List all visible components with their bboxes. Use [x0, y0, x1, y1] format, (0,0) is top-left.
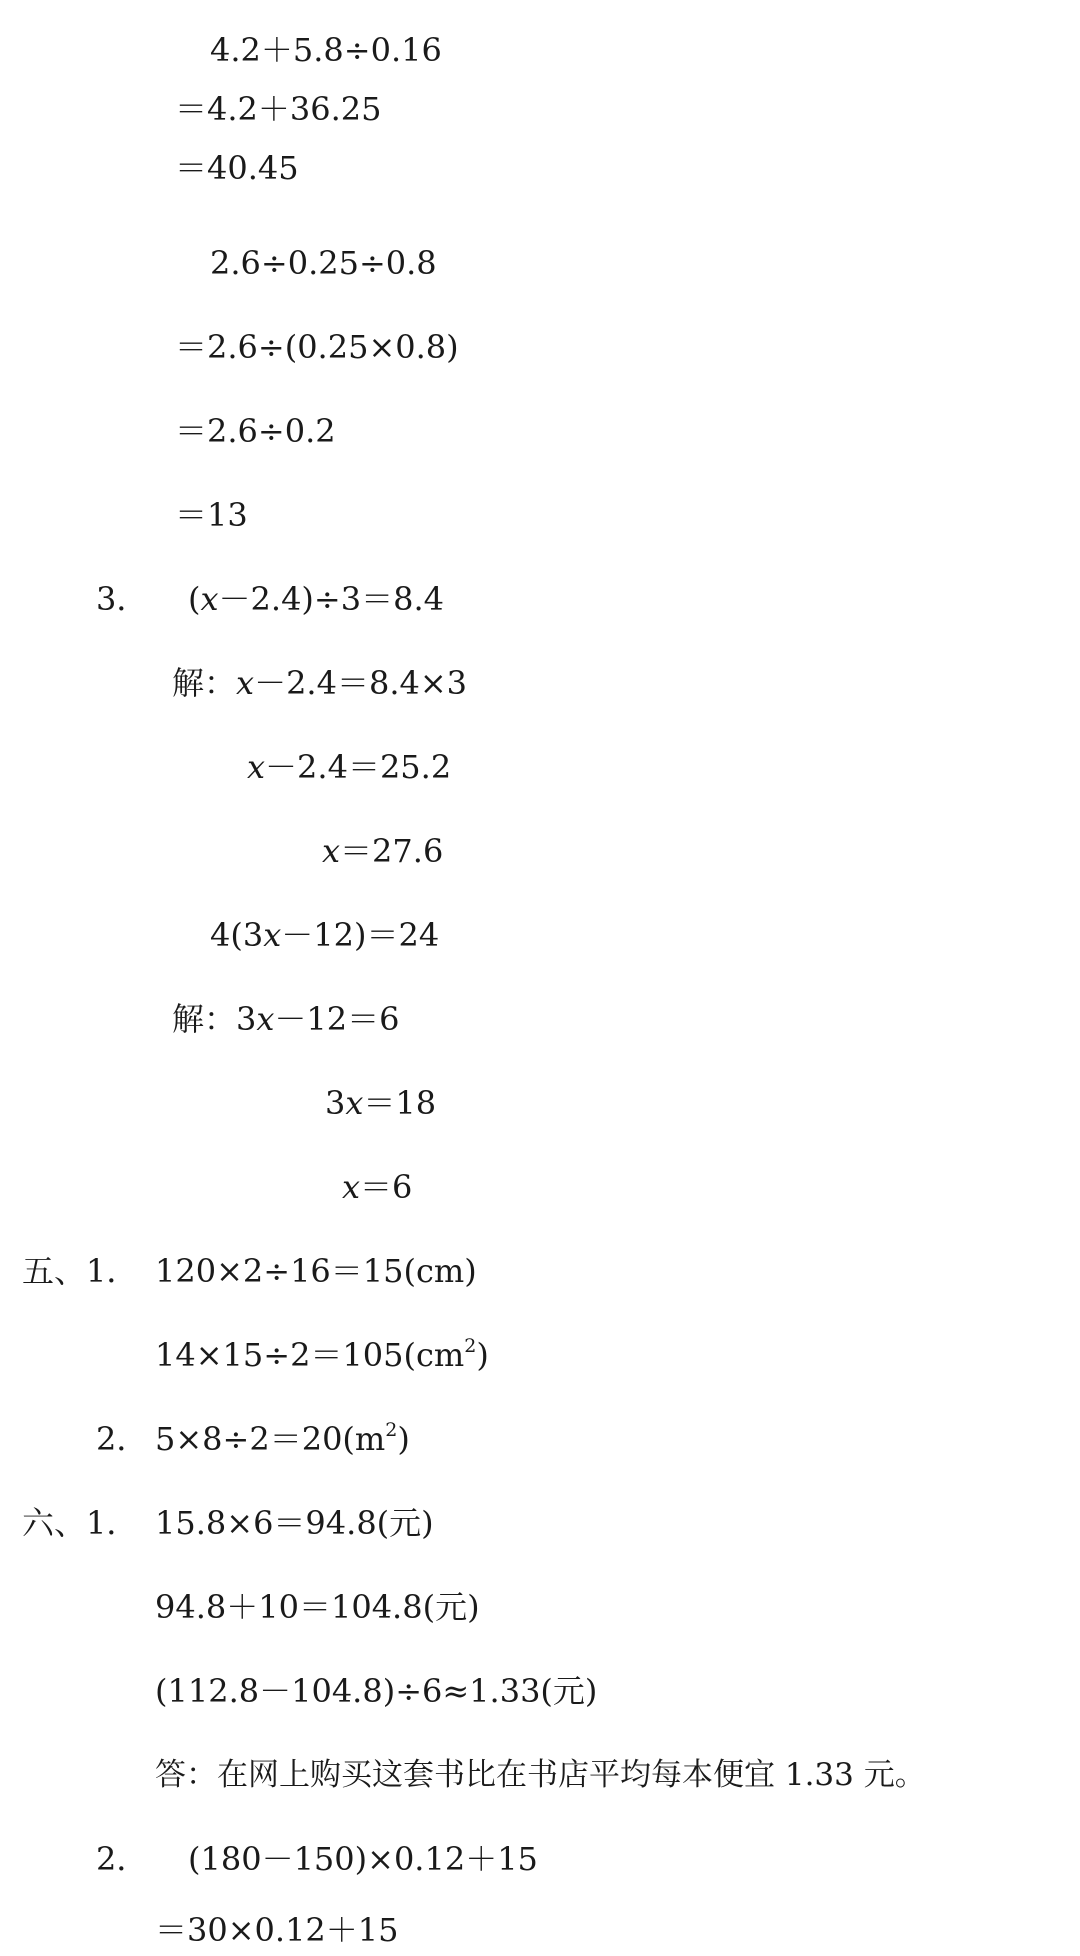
solution-line: 3x＝18 — [325, 1084, 437, 1122]
calc-line: ＝40.45 — [175, 149, 299, 187]
solution-line: x－2.4＝25.2 — [247, 748, 452, 786]
calc-line: ＝30×0.12＋15 — [155, 1911, 399, 1949]
calc-line: $14\times 15\div 2=105(cm^2)$ — [155, 1335, 489, 1374]
calc-line: ＝4.2＋36.25 — [175, 90, 382, 128]
calc-line: (180－150)×0.12＋15 — [188, 1840, 538, 1878]
calc-line: (112.8－104.8)÷6≈1.33(元) — [155, 1672, 598, 1710]
problem-number: 2． — [96, 1840, 149, 1878]
problem-number: 2． — [96, 1420, 149, 1458]
calc-line: $5\times 8\div 2=20(m^2)$ — [155, 1419, 410, 1458]
calc-line: 120×2÷16＝15(cm) — [155, 1252, 477, 1290]
equation-line: (x－2.4)÷3＝8.4 — [188, 580, 444, 618]
section-six-label: 六、1． — [22, 1504, 139, 1542]
calc-line: ＝13 — [175, 496, 248, 534]
answer-line: 答：在网上购买这套书比在书店平均每本便宜 1.33 元。 — [155, 1757, 926, 1793]
solution-line: x＝27.6 — [322, 832, 444, 870]
problem-number: 3． — [96, 580, 149, 618]
calc-line: ＝2.6÷(0.25×0.8) — [175, 328, 459, 366]
calc-line: 4.2＋5.8÷0.16 — [210, 31, 442, 69]
equation-line: 4(3x－12)＝24 — [210, 916, 440, 954]
calc-line: 94.8＋10＝104.8(元) — [155, 1588, 480, 1626]
solution-line: 解：3x－12＝6 — [172, 1000, 400, 1038]
solution-line: x＝6 — [342, 1168, 413, 1206]
calc-line: 15.8×6＝94.8(元) — [155, 1504, 434, 1542]
calc-line: 2.6÷0.25÷0.8 — [210, 244, 437, 282]
calc-line: ＝2.6÷0.2 — [175, 412, 336, 450]
solution-line: 解：x－2.4＝8.4×3 — [172, 664, 468, 702]
section-five-label: 五、1． — [22, 1252, 139, 1290]
